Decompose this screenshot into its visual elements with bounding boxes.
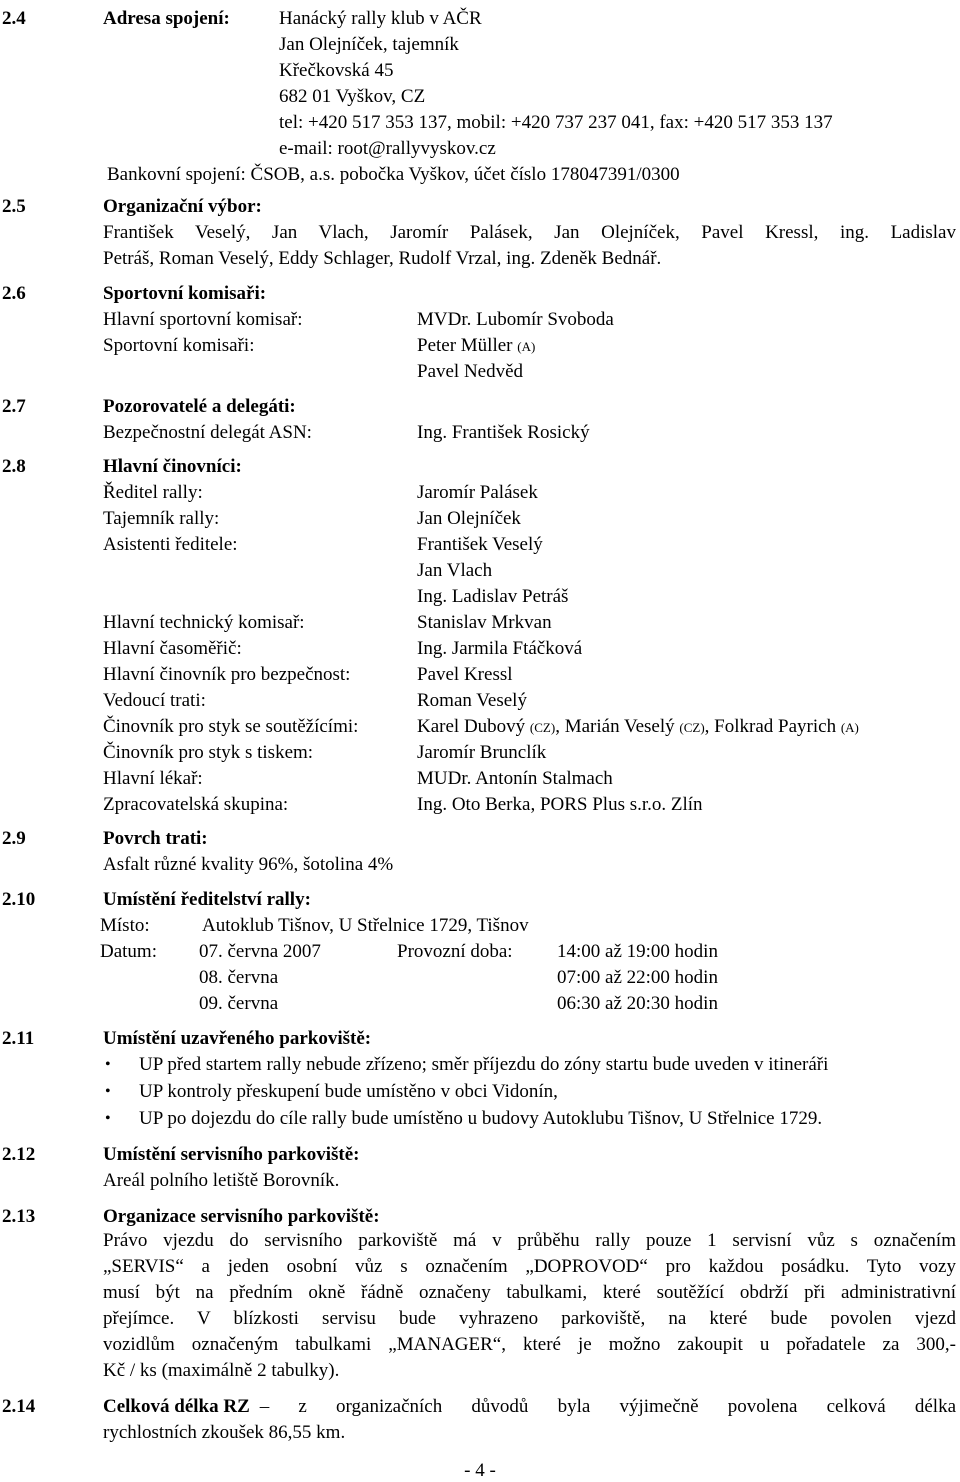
address-line: Křečkovská 45 [279, 60, 394, 81]
row-label: Hlavní sportovní komisař: [103, 309, 303, 330]
row-label: Sportovní komisaři: [103, 335, 255, 356]
row-label: Vedoucí trati: [103, 690, 206, 711]
row-value: František Veselý [417, 534, 543, 555]
list-item: UP po dojezdu do cíle rally bude umístěno u budovy Autoklubu Tišnov, U Střelnice 1729. [139, 1108, 823, 1129]
contact-name: , Marián Veselý [555, 716, 680, 737]
paragraph-line: „SERVIS“ a jeden osobní vůz s označením „DOPROVOD“ pro každou posádku. Tyto vozy [103, 1256, 956, 1277]
page-number: - 4 - [464, 1460, 496, 1481]
paragraph-line: vozidlům označeným tabulkami „MANAGER“, které je možno zakoupit u pořadatele za 300,- [103, 1334, 956, 1355]
row-value: Jaromír Palásek [417, 482, 538, 503]
date-value: 08. června [199, 967, 279, 988]
section-title: Umístění uzavřeného parkoviště: [103, 1028, 372, 1049]
section-title: Hlavní činovníci: [103, 456, 242, 477]
section-number: 2.9 [2, 828, 26, 849]
row-value: Roman Veselý [417, 690, 527, 711]
row-label: Asistenti ředitele: [103, 534, 238, 555]
paragraph-line: Kč / ks (maximálně 2 tabulky). [103, 1360, 340, 1381]
section-number: 2.7 [2, 396, 26, 417]
list-item: UP kontroly přeskupení bude umístěno v obci Vidonín, [139, 1081, 558, 1102]
address-line: Jan Olejníček, tajemník [279, 34, 459, 55]
row-value: Jan Vlach [417, 560, 493, 581]
row-label: Činovník pro styk se soutěžícími: [103, 716, 359, 737]
address-line: 682 01 Vyškov, CZ [279, 86, 426, 107]
section-title: Umístění servisního parkoviště: [103, 1144, 360, 1165]
country-tag: (CZ) [679, 720, 705, 735]
row-value: Peter Müller (A) [417, 335, 536, 356]
row-value: Pavel Kressl [417, 664, 513, 685]
section-number: 2.12 [2, 1144, 36, 1165]
row-value: Ing. František Rosický [417, 422, 590, 443]
row-label: Zpracovatelská skupina: [103, 794, 289, 815]
date-value: 07. června 2007 [199, 941, 321, 962]
list-item: UP před startem rally nebude zřízeno; směr příjezdu do zóny startu bude uveden v itineráři [139, 1054, 829, 1075]
row-value: Ing. Oto Berka, PORS Plus s.r.o. Zlín [417, 794, 703, 815]
section-title: Umístění ředitelství rally: [103, 889, 311, 910]
country-tag: (A) [840, 720, 859, 735]
committee-line: František Veselý, Jan Vlach, Jaromír Palásek, Jan Olejníček, Pavel Kressl, ing. Ladislav [103, 222, 956, 243]
row-value: MVDr. Lubomír Svoboda [417, 309, 614, 330]
place-label: Místo: [100, 915, 150, 936]
bullet-icon: • [105, 1083, 111, 1100]
section-title: Organizační výbor: [103, 196, 262, 217]
row-label: Hlavní lékař: [103, 768, 203, 789]
row-value: MUDr. Antonín Stalmach [417, 768, 613, 789]
row-label: Hlavní činovník pro bezpečnost: [103, 664, 351, 685]
bullet-icon: • [105, 1056, 111, 1073]
hours-label: Provozní doba: [397, 941, 513, 962]
service-park-text: Areál polního letiště Borovník. [103, 1170, 340, 1191]
section-number: 2.11 [2, 1028, 35, 1049]
row-value [417, 716, 859, 739]
section-title: Organizace servisního parkoviště: [103, 1206, 380, 1227]
stage-length-text: – z organizačních důvodů byla výjimečně povolena celková délka [259, 1396, 956, 1417]
address-line: tel: +420 517 353 137, mobil: +420 737 237 041, fax: +420 517 353 137 [279, 112, 833, 133]
section-title: Pozorovatelé a delegáti: [103, 396, 296, 417]
section-number: 2.8 [2, 456, 26, 477]
date-label: Datum: [100, 941, 157, 962]
row-label: Hlavní časoměřič: [103, 638, 242, 659]
hours-value: 07:00 až 22:00 hodin [557, 967, 718, 988]
date-value: 09. června [199, 993, 279, 1014]
bullet-icon: • [105, 1110, 111, 1127]
section-title: Celková délka RZ [103, 1396, 250, 1417]
section-title: Adresa spojení: [103, 8, 230, 29]
section-number: 2.6 [2, 283, 26, 304]
section-number: 2.4 [2, 8, 26, 29]
row-value: Ing. Jarmila Ftáčková [417, 638, 583, 659]
row-value: Pavel Nedvěd [417, 361, 524, 382]
row-value: Jan Olejníček [417, 508, 521, 529]
stage-length-text: rychlostních zkoušek 86,55 km. [103, 1422, 346, 1443]
stage-length-line [103, 1396, 956, 1418]
contact-name: , Folkrad Payrich [704, 716, 841, 737]
committee-line: Petráš, Roman Veselý, Eddy Schlager, Rudolf Vrzal, ing. Zdeněk Bednář. [103, 248, 662, 269]
surface-text: Asfalt různé kvality 96%, šotolina 4% [103, 854, 394, 875]
bank-line: Bankovní spojení: ČSOB, a.s. pobočka Vyškov, účet číslo 178047391/0300 [107, 164, 680, 185]
place-value: Autoklub Tišnov, U Střelnice 1729, Tišnov [202, 915, 529, 936]
row-value: Ing. Ladislav Petráš [417, 586, 569, 607]
paragraph-line: přejímce. V blízkosti servisu bude vyhrazeno parkoviště, na které bude povolen vjezd [103, 1308, 956, 1329]
section-number: 2.13 [2, 1206, 36, 1227]
paragraph-line: Právo vjezdu do servisního parkoviště má v průběhu rally pouze 1 servisní vůz s označením [103, 1230, 956, 1251]
row-label: Hlavní technický komisař: [103, 612, 305, 633]
row-label: Činovník pro styk s tiskem: [103, 742, 314, 763]
section-number: 2.5 [2, 196, 26, 217]
hours-value: 06:30 až 20:30 hodin [557, 993, 718, 1014]
row-label: Tajemník rally: [103, 508, 220, 529]
section-title: Sportovní komisaři: [103, 283, 267, 304]
section-title: Povrch trati: [103, 828, 208, 849]
address-line: Hanácký rally klub v AČR [279, 8, 482, 29]
row-value: Jaromír Brunclík [417, 742, 547, 763]
section-number: 2.14 [2, 1396, 36, 1417]
row-label: Ředitel rally: [103, 482, 203, 503]
paragraph-line: musí být na předním okně řádně označeny tabulkami, které soutěžící obdrží při administrativní [103, 1282, 956, 1303]
row-value: Stanislav Mrkvan [417, 612, 552, 633]
contact-name: Karel Dubový [417, 716, 530, 737]
row-label: Bezpečnostní delegát ASN: [103, 422, 312, 443]
country-tag: (CZ) [529, 720, 556, 735]
hours-value: 14:00 až 19:00 hodin [557, 941, 718, 962]
service-park-paragraph [103, 1228, 956, 1384]
address-line: e-mail: root@rallyvyskov.cz [279, 138, 496, 159]
section-number: 2.10 [2, 889, 36, 910]
